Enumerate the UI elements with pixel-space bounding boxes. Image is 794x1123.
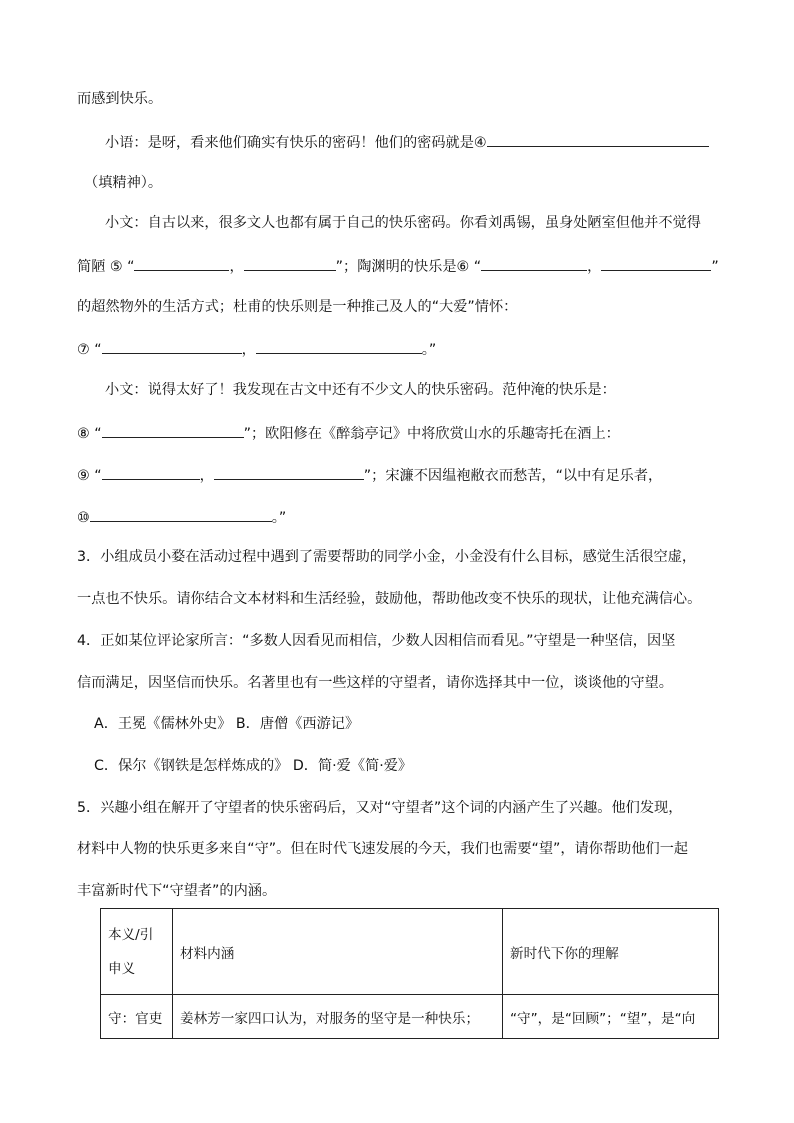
answer-blank-9a[interactable] bbox=[102, 464, 200, 480]
text-line bbox=[77, 464, 662, 486]
meaning-table bbox=[100, 908, 719, 1039]
text-fragment: 。” bbox=[271, 510, 287, 526]
text-fragment: ， bbox=[199, 468, 214, 484]
text-line bbox=[77, 506, 286, 528]
question-4-options: A．王冕《儒林外史》 B．唐僧《西游记》 bbox=[94, 716, 360, 732]
text-fragment: ， bbox=[241, 342, 256, 358]
answer-blank-5a[interactable] bbox=[134, 255, 229, 271]
question-5-text: 材料中人物的快乐更多来自“守”。但在时代飞速发展的今天，我们也需要“望”，请你帮助他们一起 bbox=[77, 841, 689, 857]
text-fragment: 简陋 ⑤ “ bbox=[77, 259, 135, 275]
text-line bbox=[105, 131, 709, 153]
question-5-text: 5．兴趣小组在解开了守望者的快乐密码后，又对“守望者”这个词的内涵产生了兴趣。他们发现， bbox=[77, 800, 683, 816]
question-4-options: C．保尔《钢铁是怎样炼成的》 D．简·爱《简·爱》 bbox=[94, 758, 413, 774]
text-line: （填精神）。 bbox=[84, 175, 163, 191]
table-header-cell: 材料内涵 bbox=[173, 909, 503, 995]
answer-blank-7b[interactable] bbox=[256, 338, 422, 354]
text-line: 小文：说得太好了！我发现在古文中还有不少文人的快乐密码。范仲淹的快乐是： bbox=[105, 382, 616, 398]
text-fragment: ”；宋濂不因缊袍敝衣而愁苦，“以中有足乐者， bbox=[363, 468, 663, 484]
text-fragment: ⑨ “ bbox=[77, 468, 102, 484]
table-header-row bbox=[101, 909, 719, 995]
text-fragment: ⑩ bbox=[77, 510, 90, 526]
text-fragment: ”；欧阳修在《醉翁亭记》中将欣赏山水的乐趣寄托在酒上： bbox=[243, 426, 620, 442]
table-row bbox=[101, 995, 719, 1039]
table-header-text: 申义 bbox=[108, 960, 136, 977]
answer-blank-10[interactable] bbox=[90, 506, 272, 522]
text-fragment: ⑧ “ bbox=[77, 426, 102, 442]
table-cell: 守：官吏 bbox=[101, 995, 173, 1039]
answer-blank-5b[interactable] bbox=[244, 255, 336, 271]
table-header-cell: 新时代下你的理解 bbox=[503, 909, 719, 995]
question-3-text: 一点也不快乐。请你结合文本材料和生活经验，鼓励他，帮助他改变不快乐的现状，让他充满信心。 bbox=[77, 591, 702, 607]
table-header-cell bbox=[101, 909, 173, 995]
question-4-text: 信而满足，因坚信而快乐。名著里也有一些这样的守望者，请你选择其中一位，谈谈他的守望。 bbox=[77, 675, 673, 691]
answer-blank-7a[interactable] bbox=[102, 338, 242, 354]
answer-blank-6b[interactable] bbox=[601, 255, 711, 271]
text-fragment: 。” bbox=[421, 342, 437, 358]
text-line bbox=[77, 255, 719, 277]
question-5-text: 丰富新时代下“守望者”的内涵。 bbox=[77, 883, 277, 899]
answer-blank-8[interactable] bbox=[102, 422, 244, 438]
text-line: 的超然物外的生活方式；杜甫的快乐则是一种推己及人的“大爱”情怀： bbox=[77, 299, 518, 315]
table-cell: “守”，是“回顾”；“望”，是“向 bbox=[503, 995, 719, 1039]
text-line: 而感到快乐。 bbox=[77, 91, 163, 107]
text-fragment: ” bbox=[711, 259, 719, 275]
answer-blank-6a[interactable] bbox=[481, 255, 587, 271]
text-fragment: ”；陶渊明的快乐是⑥ “ bbox=[335, 259, 482, 275]
text-fragment: ， bbox=[587, 259, 602, 275]
answer-blank-9b[interactable] bbox=[214, 464, 364, 480]
text-fragment: ， bbox=[229, 259, 244, 275]
text-fragment: 小语：是呀，看来他们确实有快乐的密码！他们的密码就是④ bbox=[105, 135, 487, 151]
question-4-text: 4．正如某位评论家所言：“多数人因看见而相信，少数人因相信而看见。”守望是一种坚信，因坚 bbox=[77, 633, 676, 649]
text-line bbox=[77, 338, 436, 360]
answer-blank-4[interactable] bbox=[487, 131, 709, 147]
table-header-text: 本义/引 bbox=[108, 926, 154, 943]
text-line bbox=[77, 422, 620, 444]
table-cell: 姜林芳一家四口认为，对服务的坚守是一种快乐； bbox=[173, 995, 503, 1039]
question-3-text: 3．小组成员小婺在活动过程中遇到了需要帮助的同学小金，小金没有什么目标，感觉生活很空虚， bbox=[77, 549, 697, 565]
text-line: 小文：自古以来，很多文人也都有属于自己的快乐密码。你看刘禹锡，虽身处陋室但他并不觉得 bbox=[105, 215, 701, 231]
text-fragment: ⑦ “ bbox=[77, 342, 102, 358]
